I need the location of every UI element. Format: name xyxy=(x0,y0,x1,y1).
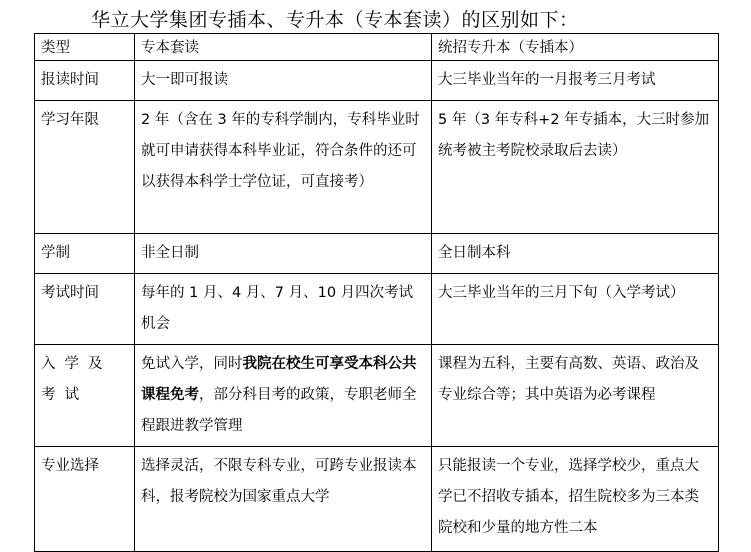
cell-unified: 大三毕业当年的三月下旬（入学考试） xyxy=(432,274,719,345)
header-unified: 统招专升本（专插本） xyxy=(432,34,719,61)
table-row xyxy=(35,345,719,447)
row-label: 入学及考试 xyxy=(35,345,135,447)
page-title: 华立大学集团专插本、专升本（专本套读）的区别如下： xyxy=(91,9,579,31)
table-row xyxy=(35,101,719,234)
table-row xyxy=(35,234,719,274)
cell-unified: 大三毕业当年的一月报考三月考试 xyxy=(432,61,719,101)
cell-combined: 非全日制 xyxy=(135,234,432,274)
row-label: 专业选择 xyxy=(35,447,135,552)
cell-text: 免试入学，同时 xyxy=(141,356,243,372)
cell-combined: 大一即可报读 xyxy=(135,61,432,101)
header-type: 类型 xyxy=(35,34,135,61)
table-row xyxy=(35,447,719,552)
cell-combined: 选择灵活，不限专科专业，可跨专业报读本科，报考院校为国家重点大学 xyxy=(135,447,432,552)
cell-combined: 2 年（含在 3 年的专科学制内，专科毕业时就可申请获得本科毕业证，符合条件的还可以获得本科学士学位证，可直接考） xyxy=(135,101,432,234)
row-label: 学习年限 xyxy=(35,101,135,234)
header-combined: 专本套读 xyxy=(135,34,432,61)
row-label: 报读时间 xyxy=(35,61,135,101)
cell-bold-text: 我院在校生可享受本科公共课程免考 xyxy=(141,356,417,403)
cell-unified: 5 年（3 年专科+2 年专插本，大三时参加统考被主考院校录取后去读） xyxy=(432,101,719,234)
table-header-row xyxy=(35,34,719,61)
cell-combined: 每年的 1 月、4 月、7 月、10 月四次考试机会 xyxy=(135,274,432,345)
table-row xyxy=(35,274,719,345)
cell-unified: 只能报读一个专业，选择学校少，重点大学已不招收专插本，招生院校多为三本类院校和少量的地方性二本 xyxy=(432,447,719,552)
row-label: 考试时间 xyxy=(35,274,135,345)
cell-unified: 全日制本科 xyxy=(432,234,719,274)
cell-unified: 课程为五科，主要有高数、英语、政治及专业综合等；其中英语为必考课程 xyxy=(432,345,719,447)
comparison-table xyxy=(34,33,719,552)
row-label: 学制 xyxy=(35,234,135,274)
cell-text: ，部分科目考的政策，专职老师全程跟进教学管理 xyxy=(141,387,417,434)
cell-combined xyxy=(135,345,432,447)
table-row xyxy=(35,61,719,101)
